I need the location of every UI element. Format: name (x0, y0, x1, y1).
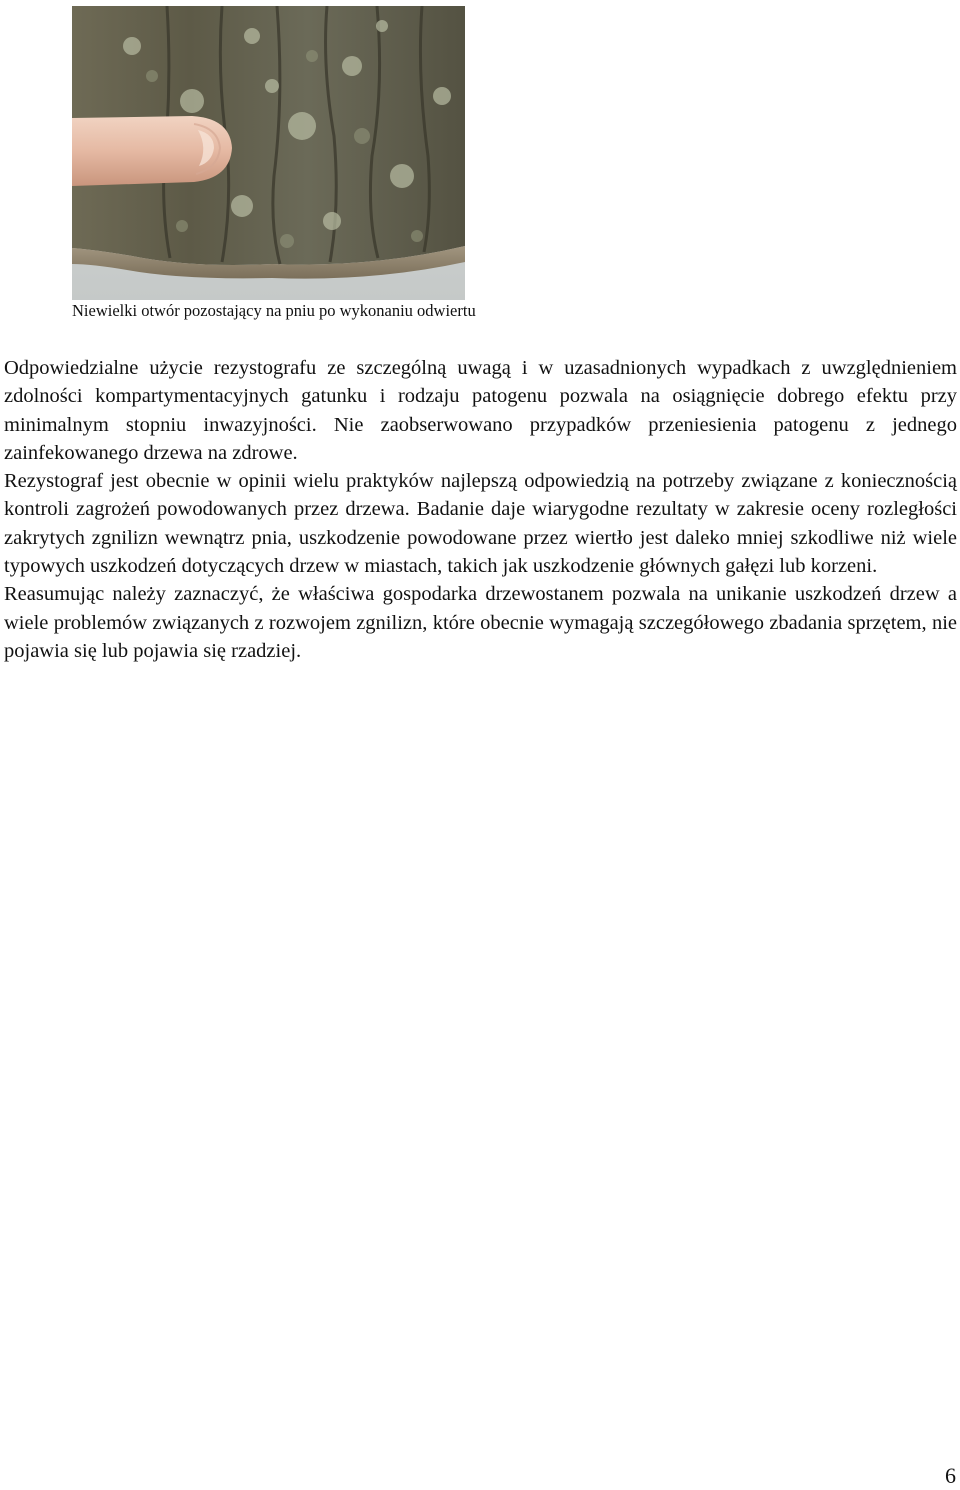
paragraph-3: Reasumując należy zaznaczyć, że właściwa gospodarka drzewostanem pozwala na unikanie uszkodzeń drzew a wiele problemów związanych z rozwojem zgnilizn, które obecnie wymagają szczegółowego zbadania sprzętem, nie pojawia się lub pojawia się rzadziej. (4, 583, 957, 662)
tree-bark-photo-icon (72, 6, 465, 300)
paragraph-2: Rezystograf jest obecnie w opinii wielu praktyków najlepszą odpowiedzią na potrzeby związane z koniecznością kontroli zagrożeń powodowanych przez drzewa. Badanie daje wiarygodne rezultaty w zakresie oceny rozległości zakrytych zgnilizn wewnątrz pnia, uszkodzenie powodowane przez wiertło jest daleko mniej szkodliwe niż wiele typowych uszkodzeń dotyczących drzew w miastach, takich jak uszkodzenie głównych gałęzi lub korzeni. (4, 470, 957, 578)
paragraph-1: Odpowiedzialne użycie rezystografu ze szczególną uwagą i w uzasadnionych wypadkach z uwzględnieniem zdolności kompartymentacyjnych gatunku i rodzaju patogenu pozwala na osiągnięcie dobrego efektu przy minimalnym stopniu inwazyjności. Nie zaobserwowano przypadków przeniesienia patogenu z jednego zainfekowanego drzewa na zdrowe. (4, 357, 957, 464)
body-text (4, 354, 957, 665)
tree-bark-photo (72, 6, 465, 300)
page-number: 6 (945, 1463, 956, 1488)
figure-caption: Niewielki otwór pozostający na pniu po wykonaniu odwiertu (72, 301, 476, 320)
